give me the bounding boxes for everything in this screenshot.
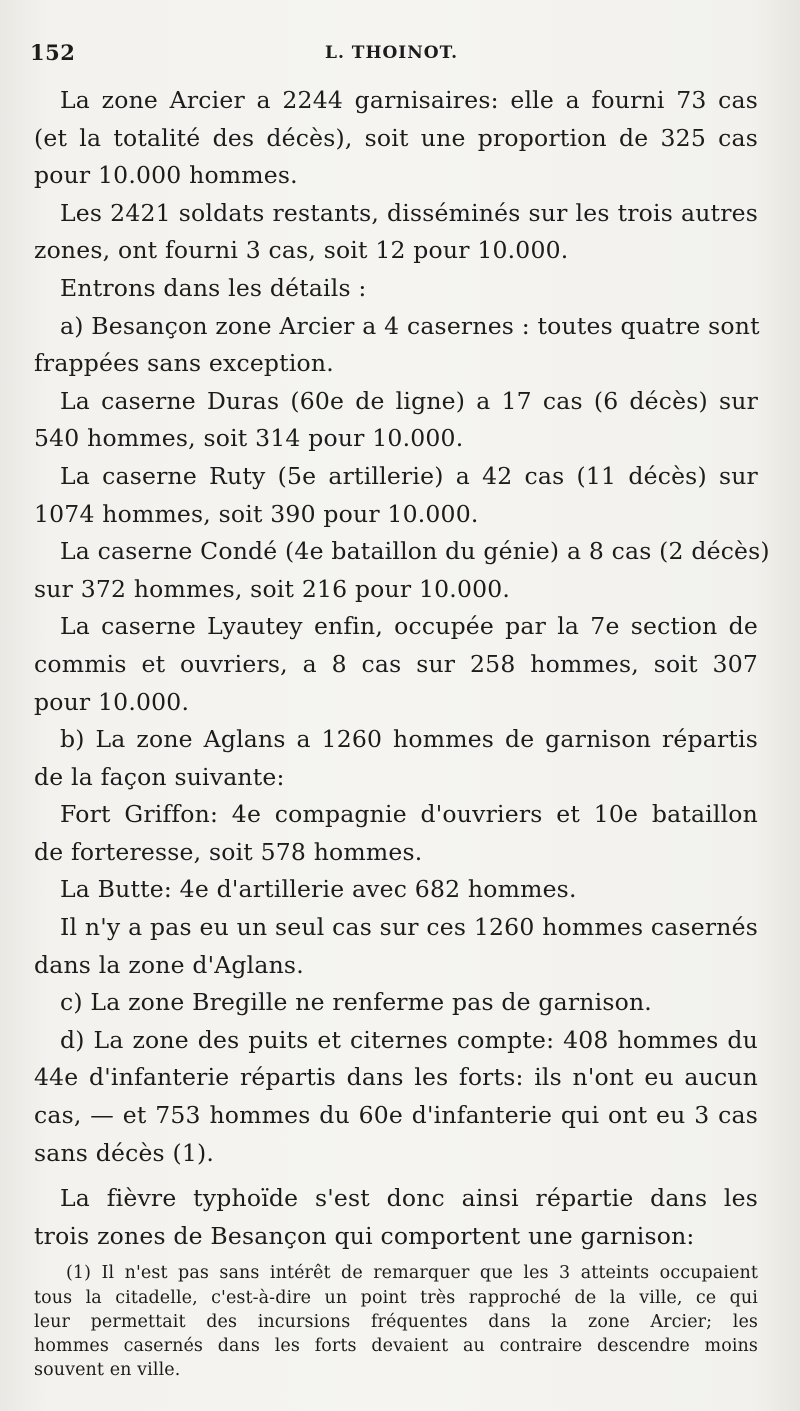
footnote-line: tous la citadelle, c'est-à-dire un point très rapproché de la ville, ce qui [34,1287,758,1308]
paragraph-line: La Butte: 4e d'artillerie avec 682 hommes. [60,875,577,904]
paragraph-line: Il n'y a pas eu un seul cas sur ces 1260 hommes casernés [60,913,758,942]
paragraph-line: 1074 hommes, soit 390 pour 10.000. [34,499,479,528]
paragraph-line: La fièvre typhoïde s'est donc ainsi répartie dans les [60,1184,758,1213]
paragraph-line: commis et ouvriers, a 8 cas sur 258 hommes, soit 307 [34,649,758,678]
paragraph-line: La caserne Ruty (5e artillerie) a 42 cas (11 décès) sur [60,461,758,490]
footnote-line: hommes casernés dans les forts devaient au contraire descendre moins [34,1335,758,1356]
paragraph-line: d) La zone des puits et citernes compte: 408 hommes du [60,1025,758,1054]
paragraph-line: Les 2421 soldats restants, disséminés sur les trois autres [60,198,758,227]
footnote-line: leur permettait des incursions fréquentes dans la zone Arcier; les [34,1311,758,1332]
paragraph-line: sans décès (1). [34,1138,215,1167]
paragraph-line: b) La zone Aglans a 1260 hommes de garnison répartis [60,725,758,754]
paragraph-line: La caserne Condé (4e bataillon du génie) a 8 cas (2 décès) [60,537,770,566]
body-text [34,82,770,1382]
paragraph-line: pour 10.000. [34,687,190,716]
paragraph-line: dans la zone d'Aglans. [34,950,304,979]
paragraph-line: sur 372 hommes, soit 216 pour 10.000. [34,574,511,603]
page-header [30,40,760,72]
paragraph-line: La caserne Duras (60e de ligne) a 17 cas (6 décès) sur [60,386,758,415]
paragraph-line: de la façon suivante: [34,762,285,791]
paragraph-line: pour 10.000 hommes. [34,161,298,190]
paragraph-line: 44e d'infanterie répartis dans les forts: ils n'ont eu aucun [34,1063,758,1092]
paragraph-line: Fort Griffon: 4e compagnie d'ouvriers et 10e bataillon [60,800,758,829]
running-head: L. THOINOT. [325,43,458,63]
paragraph-line: frappées sans exception. [34,349,334,378]
footnote-line: (1) Il n'est pas sans intérêt de remarquer que les 3 atteints occupaient [66,1263,758,1284]
paragraph-line: c) La zone Bregille ne renferme pas de garnison. [60,988,652,1017]
paragraph-line: zones, ont fourni 3 cas, soit 12 pour 10.000. [34,236,569,265]
paragraph-line: trois zones de Besançon qui comportent une garnison: [34,1221,695,1250]
page-number: 152 [30,40,76,65]
paragraph-line: (et la totalité des décès), soit une proportion de 325 cas [34,123,758,152]
footnote-line: souvent en ville. [34,1360,181,1381]
paragraph-line: La caserne Lyautey enfin, occupée par la 7e section de [60,612,758,641]
paragraph-line: Entrons dans les détails : [60,273,367,302]
paragraph-line: a) Besançon zone Arcier a 4 casernes : toutes quatre sont [60,311,760,340]
paragraph-line: cas, — et 753 hommes du 60e d'infanterie qui ont eu 3 cas [34,1101,758,1130]
paragraph-line: La zone Arcier a 2244 garnisaires: elle a fourni 73 cas [60,86,758,114]
paragraph-line: de forteresse, soit 578 hommes. [34,837,423,866]
paragraph-line: 540 hommes, soit 314 pour 10.000. [34,424,464,453]
